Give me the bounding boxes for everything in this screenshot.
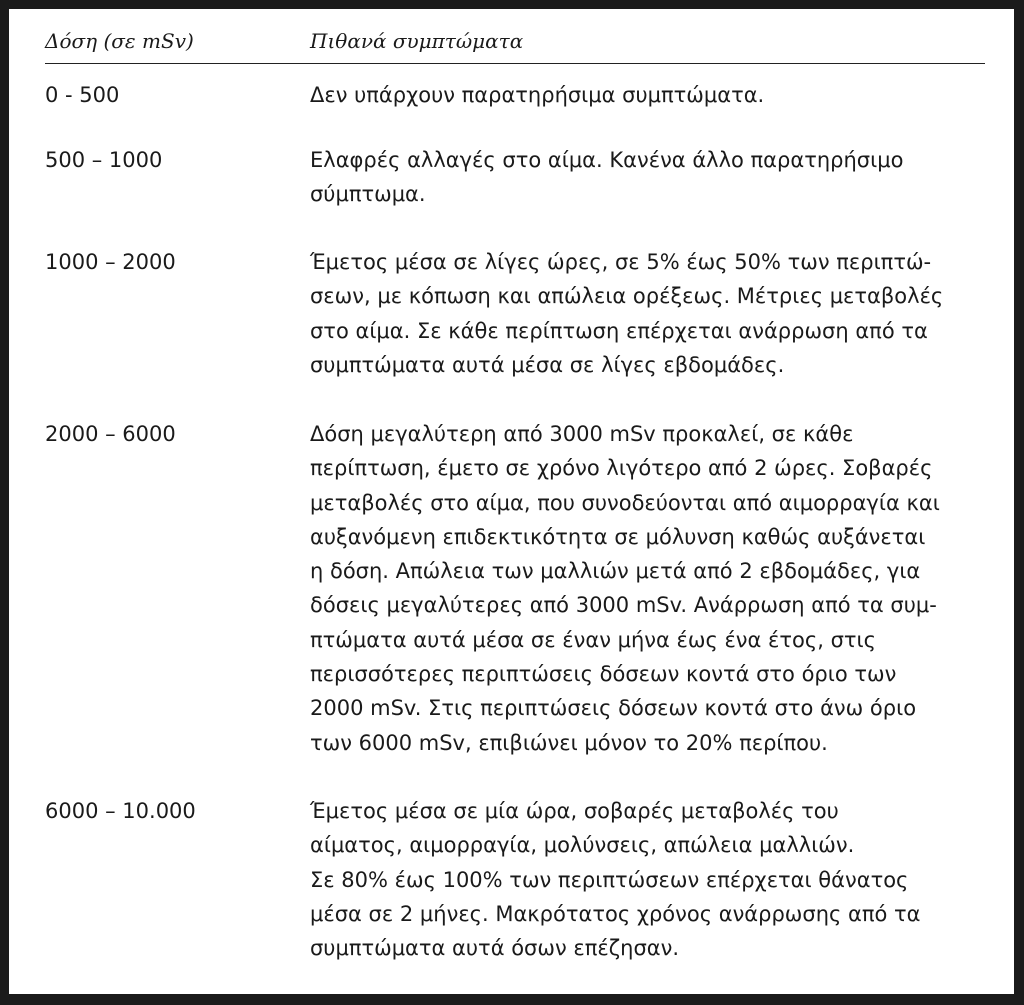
- symptoms-text: [310, 78, 1000, 112]
- symptoms-column-header: Πιθανά συμπτώματα: [310, 29, 524, 53]
- symptoms-line: Δόση μεγαλύτερη από 3000 mSv προκαλεί, σε κάθε: [310, 422, 854, 446]
- symptoms-line: μέσα σε 2 μήνες. Μακρότατος χρόνος ανάρρωσης από τα: [310, 901, 921, 926]
- symptoms-line: μεταβολές στο αίμα, που συνοδεύονται από αιμορραγία και: [310, 490, 940, 515]
- symptoms-line: 2000 mSv. Στις περιπτώσεις δόσεων κοντά στο άνω όριο: [310, 696, 917, 721]
- symptoms-line: των 6000 mSv, επιβιώνει μόνον το 20% περίπου.: [310, 730, 828, 755]
- symptoms-line: στο αίμα. Σε κάθε περίπτωση επέρχεται ανάρρωση από τα: [310, 318, 928, 343]
- symptoms-line: δόσεις μεγαλύτερες από 3000 mSv. Ανάρρωση από τα συμ-: [310, 593, 937, 618]
- symptoms-text: [310, 143, 1000, 212]
- symptoms-line: Έμετος μέσα σε λίγες ώρες, σε 5% έως 50% των περιπτώ-: [310, 250, 932, 274]
- dose-range: 1000 – 2000: [45, 250, 176, 274]
- symptoms-line: η δόση. Απώλεια των μαλλιών μετά από 2 εβδομάδες, για: [310, 559, 921, 584]
- symptoms-line: Ελαφρές αλλαγές στο αίμα. Κανένα άλλο παρατηρήσιμο: [310, 148, 904, 172]
- symptoms-text: [310, 417, 1000, 760]
- table-header: [45, 21, 985, 64]
- symptoms-line: συμπτώματα αυτά μέσα σε λίγες εβδομάδες.: [310, 352, 785, 377]
- symptoms-line: πτώματα αυτά μέσα σε έναν μήνα έως ένα έτος, στις: [310, 627, 876, 652]
- symptoms-line: Σε 80% έως 100% των περιπτώσεων επέρχεται θάνατος: [310, 867, 909, 892]
- symptoms-text: [310, 245, 1000, 382]
- dose-column-header: Δόση (σε mSv): [45, 29, 194, 53]
- dose-range: 0 - 500: [45, 83, 120, 107]
- symptoms-line: περίπτωση, έμετο σε χρόνο λιγότερο από 2 ώρες. Σοβαρές: [310, 456, 933, 481]
- symptoms-line: συμπτώματα αυτά όσων επέζησαν.: [310, 936, 679, 961]
- symptoms-line: σεων, με κόπωση και απώλεια ορέξεως. Μέτριες μεταβολές: [310, 284, 944, 309]
- symptoms-text: [310, 794, 1000, 965]
- symptoms-line: περισσότερες περιπτώσεις δόσεων κοντά στο όριο των: [310, 662, 897, 687]
- symptoms-line: σύμπτωμα.: [310, 182, 426, 207]
- symptoms-line: αυξανόμενη επιδεκτικότητα σε μόλυνση καθώς αυξάνεται: [310, 524, 926, 549]
- symptoms-line: Έμετος μέσα σε μία ώρα, σοβαρές μεταβολές του: [310, 799, 839, 823]
- symptoms-line: αίματος, αιμορραγία, μολύνσεις, απώλεια μαλλιών.: [310, 833, 855, 858]
- dose-range: 500 – 1000: [45, 148, 163, 172]
- dose-range: 2000 – 6000: [45, 422, 176, 446]
- symptoms-line: Δεν υπάρχουν παρατηρήσιμα συμπτώματα.: [310, 83, 765, 107]
- dose-symptoms-table: [9, 9, 1014, 994]
- dose-range: 6000 – 10.000: [45, 799, 196, 823]
